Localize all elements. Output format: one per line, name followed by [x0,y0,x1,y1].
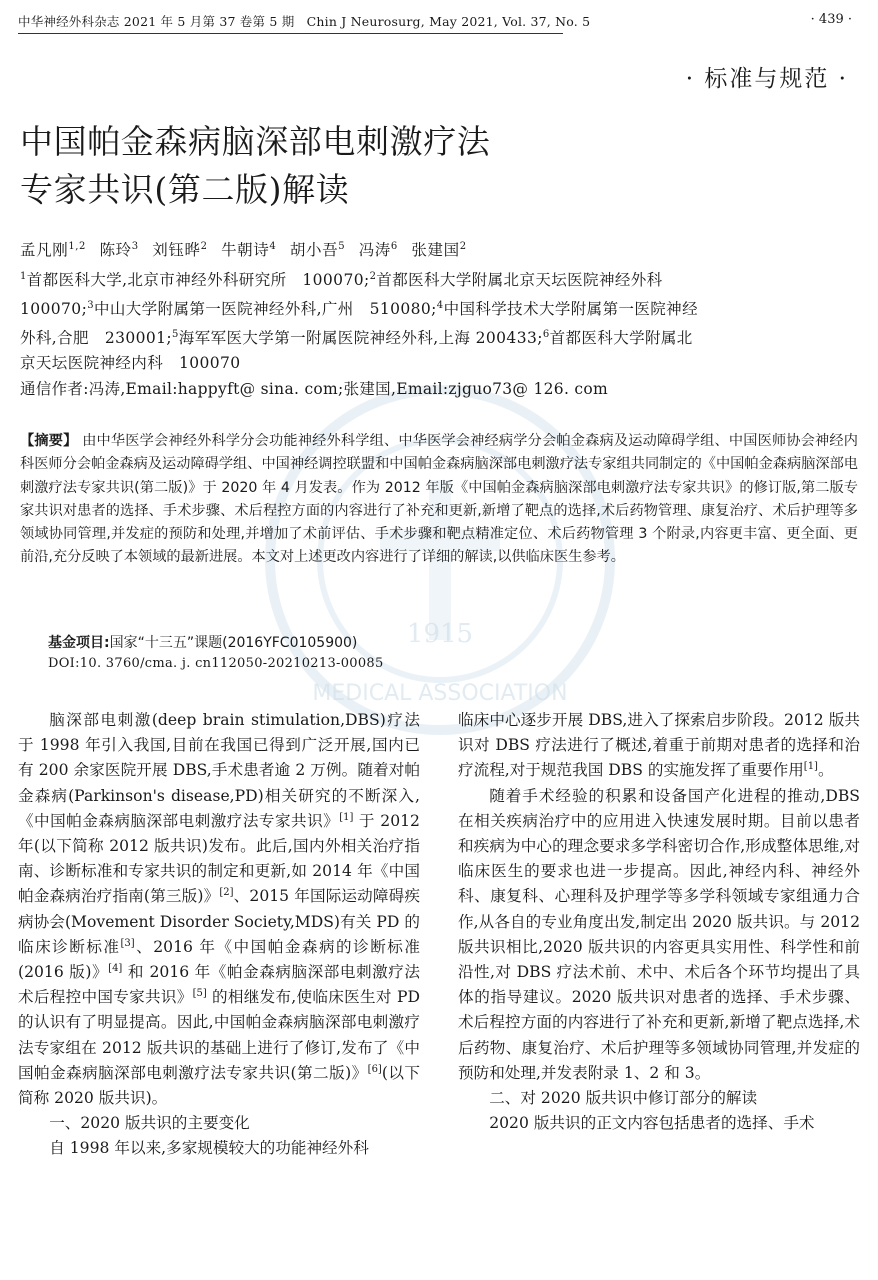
body-column-right [458,708,860,1136]
citation: [1] [339,811,354,823]
doi: DOI:10. 3760/cma. j. cn112050-20210213-00085 [48,656,384,671]
citation: [4] [108,962,123,974]
column-tag: · 标准与规范 · [685,66,848,92]
author: 牛朝诗$^4$ [221,240,277,259]
fund-label: 基金项目: [48,635,110,651]
author: 陈玲$^3$ [99,240,139,259]
author: 冯涛$^6$ [358,240,398,259]
corresponding-authors: 通信作者:冯涛,Email:happyft@ sina. com;张建国,Email:zjguo73@ 126. com [20,380,609,398]
paragraph: 自 1998 年以来,多家规模较大的功能神经外科 [49,1139,369,1158]
paragraph: 脑深部电刺激(deep brain stimulation,DBS)疗法于 1998 年引入我国,目前在我国已得到广泛开展,国内已有 200 余家医院开展 DBS,手术患者逾 2 万例。随着对帕金森病(Parkinson's disease,PD)相关研究的不断深入,《中国帕金森病脑深部电刺激疗法专家共识》[1] 于 2012 年(以下简称 2012 版共识)发布。此后,国内外相关治疗指南、诊断标准和专家共识的制定和更新,如 2014 年《中国帕金森病治疗指南(第三版)》[2]、2015 年国际运动障碍疾病协会(Movement Disorder Society,MDS)有关 PD 的临床诊断标准[3]、2016 年《中国帕金森病的诊断标准(2016 版)》[4] 和 2016 年《帕金森病脑深部电刺激疗法术后程控中国专家共识》[5] 的相继发布,使临床医生对 PD 的认识有了明显提高。因此,中国帕金森病脑深部电刺激疗法专家组在 2012 版共识的基础上进行了修订,发布了《中国帕金森病脑深部电刺激疗法专家共识(第二版)》[6](以下简称 2020 版共识)。 [18,711,421,1108]
paragraph: 2020 版共识的正文内容包括患者的选择、手术 [489,1114,815,1133]
affiliation-2: 首都医科大学附属北京天坛医院神经外科 100070; [20,271,679,319]
citation: [1] [803,761,818,773]
page-number: · 439 · [810,12,852,27]
running-header [18,12,598,30]
paragraph: 临床中心逐步开展 DBS,进入了探索启步阶段。2012 版共识对 DBS 疗法进行了概述,着重于前期对患者的选择和治疗流程,对于规范我国 DBS 的实施发挥了重要作用[1]。 [458,711,860,780]
affiliation-1: 首都医科大学,北京市神经外科研究所 100070; [26,271,370,290]
affiliation-3: 中山大学附属第一医院神经外科,广州 510080; [93,300,437,319]
author-list [20,238,467,260]
title-line-2: 专家共识(第二版)解读 [20,170,350,209]
citation: [6] [367,1063,382,1075]
abstract-text: 由中华医学会神经外科学分会功能神经外科学组、中华医学会神经病学分会帕金森病及运动障碍学组、中国医师协会神经内科医师分会帕金森病及运动障碍学组、中国神经调控联盟和中国帕金森病脑深部电刺激疗法专家组共同制定的《中国帕金森病脑深部电刺激疗法专家共识(第二版)》于 2020 年 4 月发表。作为 2012 年版《中国帕金森病脑深部电刺激疗法专家共识》的修订版,第二版专家共识对患者的选择、手术步骤、术后程控方面的内容进行了补充和更新,新增了靶点的选择,术后药物管理、康复治疗、术后护理等多领域协同管理,并发症的预防和处理,并增加了术前评估、手术步骤和靶点精准定位、术后药物管理 3 个附录,内容更丰富、更全面、更前沿,充分反映了本领域的最新进展。本文对上述更改内容进行了详细的解读,以供临床医生参考。 [20,433,858,566]
watermark-year: 1915 [406,619,474,649]
citation: [5] [192,988,207,1000]
author: 孟凡刚$^{1,2}$ [20,240,87,259]
affiliation-5: 海军军医大学第一附属医院神经外科,上海 200433; [178,329,543,348]
title-line-1: 中国帕金森病脑深部电刺激疗法 [20,122,491,161]
section-heading: 一、2020 版共识的主要变化 [49,1114,250,1133]
paragraph: 随着手术经验的积累和设备国产化进程的推动,DBS 在相关疾病治疗中的应用进入快速发展时期。目前以患者和疾病为中心的理念要求多学科密切合作,形成整体思维,对临床医生的要求也进一步提高。因此,神经内科、神经外科、康复科、心理科及护理学等多学科领域专家组通力合作,从各自的专业角度出发,制定出 2020 版共识。与 2012 版共识相比,2020 版共识的内容更具实用性、科学性和前沿性,对 DBS 疗法术前、术中、术后各个环节均提出了具体的指导建议。2020 版共识对患者的选择、手术步骤、术后程控方面的内容进行了补充和更新,新增了靶点选择,术后药物、康复治疗、术后护理等多领域协同管理,并发症的预防和处理,并发表附录 1、2 和 3。 [458,786,860,1082]
affiliation-6: 首都医科大学附属北京天坛医院神经内科 100070 [20,329,693,373]
article-title [20,118,490,214]
abstract-label: 【摘要】 [20,433,78,449]
fund-info [48,632,357,652]
header-rule [18,33,563,34]
fund-text: 国家“十三五”课题(2016YFC0105900) [109,635,358,651]
journal-en-label: Chin J Neurosurg, May 2021, Vol. 37, No. 5 [306,14,591,29]
watermark-text: MEDICAL ASSOCIATION [312,681,568,706]
affiliation-4: 中国科学技术大学附属第一医院神经外科,合肥 230001; [20,300,698,348]
affiliations: $^1$首都医科大学,北京市神经外科研究所 100070;$^2$首都医科大学附属北京天坛医院神经外科 100070;$^3$中山大学附属第一医院神经外科,广州 510080;$^4$中国科学技术大学附属第一医院神经外科,合肥 230001;$^5$海军军医大学第一附属医院神经外科,上海 200433;$^6$首都医科大学附属北京天坛医院神经内科 100070 [20,271,698,373]
author: 张建国$^2$ [411,240,467,259]
body-column-left [18,708,420,1162]
section-heading: 二、对 2020 版共识中修订部分的解读 [489,1089,758,1108]
author: 胡小吾$^5$ [289,240,346,259]
journal-cn-label: 中华神经外科杂志 2021 年 5 月第 37 卷第 5 期 [18,14,295,29]
citation: [2] [219,887,234,899]
abstract [20,430,858,570]
author: 刘钰晔$^2$ [152,240,208,259]
citation: [3] [120,937,135,949]
